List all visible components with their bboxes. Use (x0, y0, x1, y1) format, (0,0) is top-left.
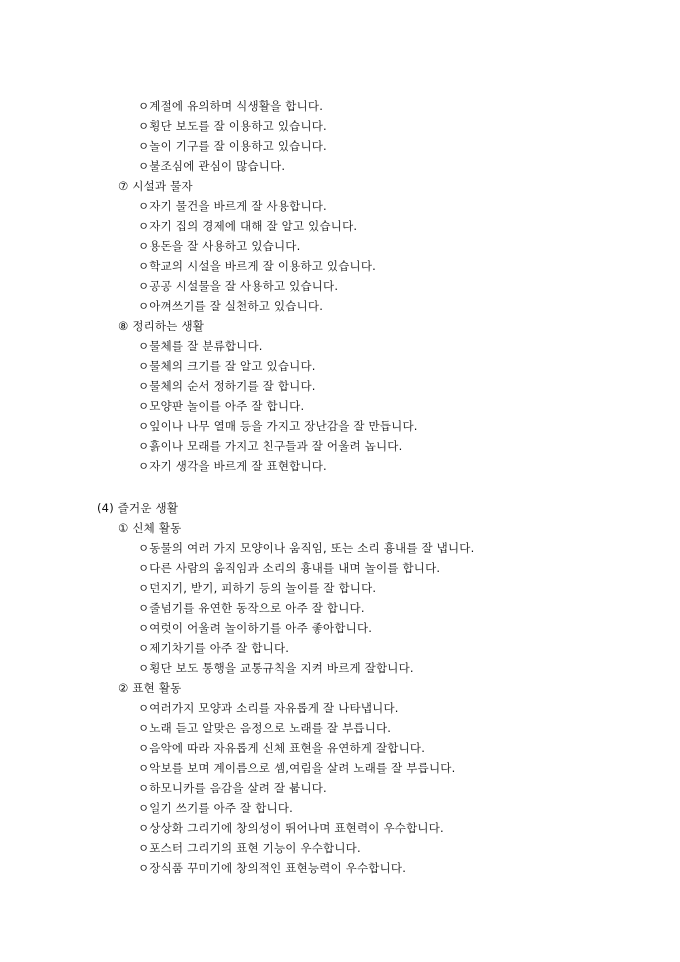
section-title: (4) 즐거운 생활 (97, 501, 179, 515)
list-item: ㅇ자기 생각을 바르게 잘 표현합니다. (138, 459, 327, 473)
list-item: ㅇ물체를 잘 분류합니다. (138, 339, 263, 353)
list-item: ㅇ일기 쓰기를 아주 잘 합니다. (138, 801, 293, 815)
list-item: ㅇ자기 물건을 바르게 잘 사용합니다. (138, 199, 327, 213)
list-item: ㅇ상상화 그리기에 창의성이 뛰어나며 표현력이 우수합니다. (138, 821, 444, 835)
list-item: ㅇ제기차기를 아주 잘 합니다. (138, 641, 290, 655)
list-item: ㅇ모양판 놀이를 아주 잘 합니다. (138, 399, 305, 413)
list-item: ㅇ잎이나 나무 열매 등을 가지고 장난감을 잘 만듭니다. (138, 419, 418, 433)
list-item: ㅇ자기 집의 경제에 대해 잘 알고 있습니다. (138, 219, 358, 233)
list-item: ㅇ악보를 보며 계이름으로 셈,여림을 살려 노래를 잘 부릅니다. (138, 761, 456, 775)
list-item: ㅇ여러가지 모양과 소리를 자유롭게 잘 나타냅니다. (138, 701, 399, 715)
list-item: ㅇ불조심에 관심이 많습니다. (138, 159, 286, 173)
list-item: ㅇ줄넘기를 유연한 동작으로 아주 잘 합니다. (138, 601, 365, 615)
list-item: ㅇ음악에 따라 자유롭게 신체 표현을 유연하게 잘합니다. (138, 741, 426, 755)
subsection-title-organizing: ⑧ 정리하는 생활 (118, 319, 205, 333)
list-item: ㅇ동물의 여러 가지 모양이나 움직임, 또는 소리 흉내를 잘 냅니다. (138, 541, 475, 555)
list-item: ㅇ횡단 보도를 잘 이용하고 있습니다. (138, 119, 327, 133)
list-item: ㅇ흙이나 모래를 가지고 친구들과 잘 어울려 놉니다. (138, 439, 403, 453)
list-item: ㅇ하모니카를 음감을 살려 잘 붑니다. (138, 781, 327, 795)
list-item: ㅇ물체의 크기를 잘 알고 있습니다. (138, 359, 316, 373)
list-item: ㅇ용돈을 잘 사용하고 있습니다. (138, 239, 301, 253)
list-item: ㅇ횡단 보도 통행을 교통규칙을 지켜 바르게 잘합니다. (138, 661, 414, 675)
list-item: ㅇ던지기, 받기, 피하기 등의 놀이를 잘 합니다. (138, 581, 377, 595)
list-item: ㅇ노래 듣고 알맞은 음정으로 노래를 잘 부릅니다. (138, 721, 392, 735)
list-item: ㅇ장식품 꾸미기에 창의적인 표현능력이 우수합니다. (138, 861, 407, 875)
subsection-title-expression: ② 표현 활동 (118, 681, 182, 695)
subsection-title-physical: ① 신체 활동 (118, 521, 182, 535)
list-item: ㅇ다른 사람의 움직임과 소리의 흉내를 내며 놀이를 합니다. (138, 561, 441, 575)
list-item: ㅇ계절에 유의하며 식생활을 합니다. (138, 99, 324, 113)
list-item: ㅇ아껴쓰기를 잘 실천하고 있습니다. (138, 299, 324, 313)
list-item: ㅇ공공 시설물을 잘 사용하고 있습니다. (138, 279, 339, 293)
list-item: ㅇ물체의 순서 정하기를 잘 합니다. (138, 379, 316, 393)
list-item: ㅇ여럿이 어울려 놀이하기를 아주 좋아합니다. (138, 621, 373, 635)
subsection-title-facilities: ⑦ 시설과 물자 (118, 179, 193, 193)
list-item: ㅇ포스터 그리기의 표현 기능이 우수합니다. (138, 841, 361, 855)
list-item: ㅇ놀이 기구를 잘 이용하고 있습니다. (138, 139, 327, 153)
list-item: ㅇ학교의 시설을 바르게 잘 이용하고 있습니다. (138, 259, 377, 273)
